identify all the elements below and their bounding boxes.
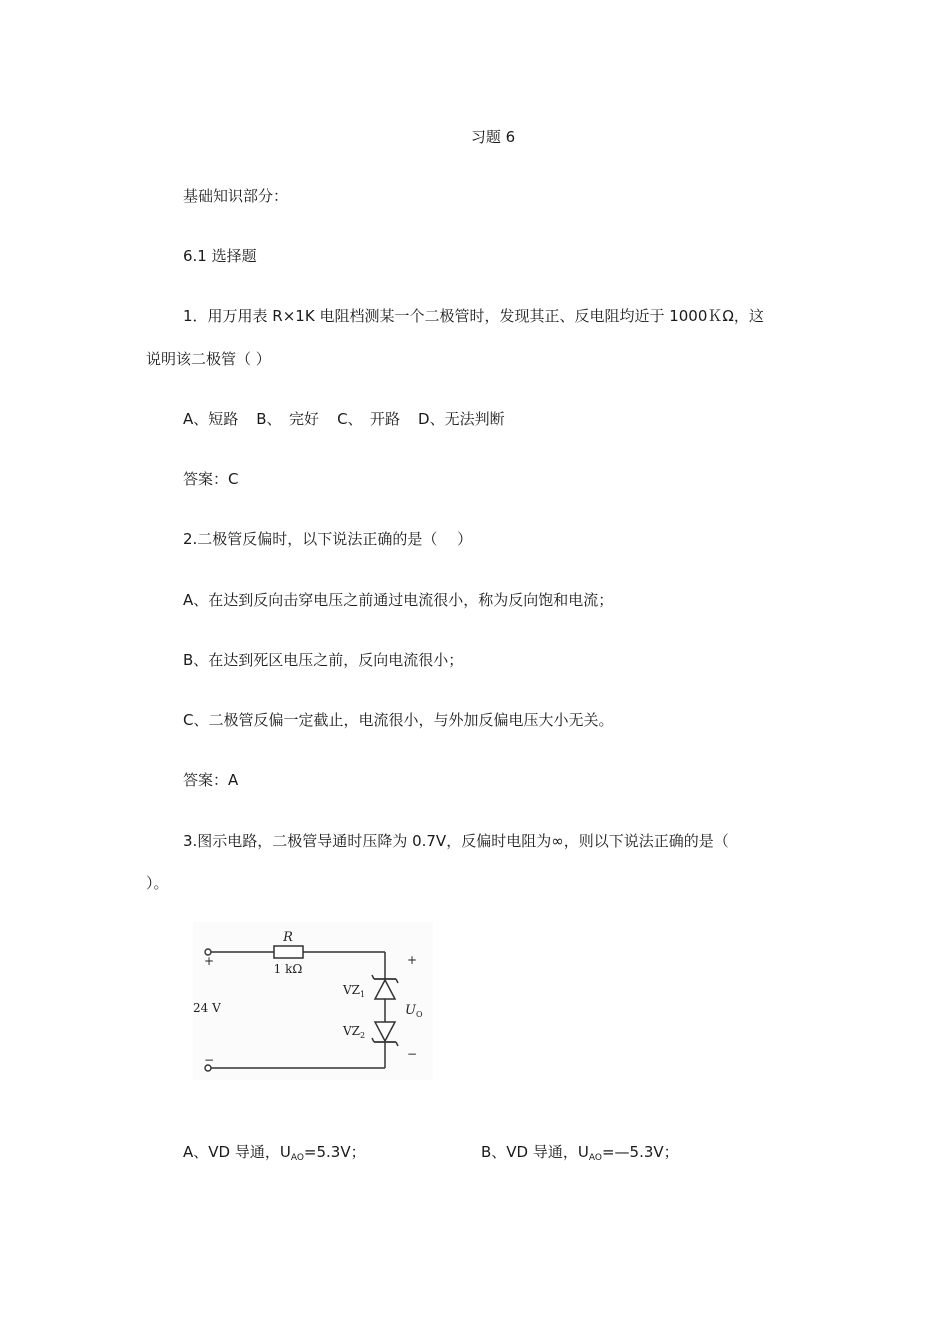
- question-2-stem: 2.二极管反偏时，以下说法正确的是（ ）: [183, 530, 473, 548]
- question-3-stem: 3.图示电路，二极管导通时压降为 0.7V，反偏时电阻为∞，则以下说法正确的是（: [183, 832, 729, 850]
- q3-option-a-subscript: AO: [290, 1153, 304, 1163]
- section-heading: 基础知识部分：: [183, 187, 289, 205]
- q1-option-b: B、 完好: [256, 410, 320, 428]
- uo-main: U: [405, 1003, 416, 1018]
- resistor-value: 1 kΩ: [273, 962, 303, 976]
- vz1-label-sub: 1: [360, 990, 366, 999]
- q3-option-b-text: B、VD 导通，U: [481, 1143, 589, 1161]
- vz2-label-sub: 2: [360, 1031, 366, 1040]
- q3-option-b-subscript: AO: [588, 1153, 602, 1163]
- page-title: 习题 6: [470, 128, 516, 146]
- subsection-heading: 6.1 选择题: [183, 247, 257, 265]
- question-2-answer: 答案：A: [183, 771, 239, 789]
- question-1-options: [183, 409, 505, 429]
- resistor-label: R: [283, 930, 293, 945]
- resistor-r: [274, 946, 303, 958]
- question-1-stem: 1．用万用表 R×1K 电阻档测某一个二极管时，发现其正、反电阻均近于 1000ＫΩ，这: [183, 307, 764, 325]
- output-minus-sign: −: [407, 1047, 418, 1061]
- question-2-option-a: A、在达到反向击穿电压之前通过电流很小，称为反向饱和电流；: [183, 591, 614, 609]
- q1-option-c: C、 开路: [337, 410, 401, 428]
- circuit-diagram: [193, 922, 433, 1080]
- input-plus-sign: +: [204, 954, 215, 968]
- output-plus-sign: +: [407, 953, 418, 967]
- q3-option-b-value: =—5.3V；: [601, 1143, 679, 1161]
- question-2-option-b: B、在达到死区电压之前，反向电流很小；: [183, 651, 464, 669]
- q1-option-a: A、短路: [183, 410, 239, 428]
- question-1-answer: 答案：C: [183, 470, 239, 488]
- question-3-option-a: [183, 1142, 366, 1168]
- input-minus-sign: −: [204, 1053, 215, 1067]
- question-3-stem-continued: ）。: [146, 874, 169, 892]
- q3-option-a-value: =5.3V；: [303, 1143, 366, 1161]
- question-3-option-b: [481, 1142, 679, 1168]
- vz2-label-main: VZ: [343, 1024, 361, 1038]
- question-2-option-c: C、二极管反偏一定截止，电流很小，与外加反偏电压大小无关。: [183, 711, 614, 729]
- source-voltage-label: 24 V: [193, 1001, 221, 1015]
- q1-option-d: D、无法判断: [418, 410, 505, 428]
- circuit-background: [193, 922, 433, 1080]
- question-1-stem-continued: 说明该二极管（ ）: [146, 350, 271, 368]
- vz1-label-main: VZ: [343, 983, 361, 997]
- uo-sub: O: [415, 1010, 423, 1019]
- q3-option-a-text: A、VD 导通，U: [183, 1143, 291, 1161]
